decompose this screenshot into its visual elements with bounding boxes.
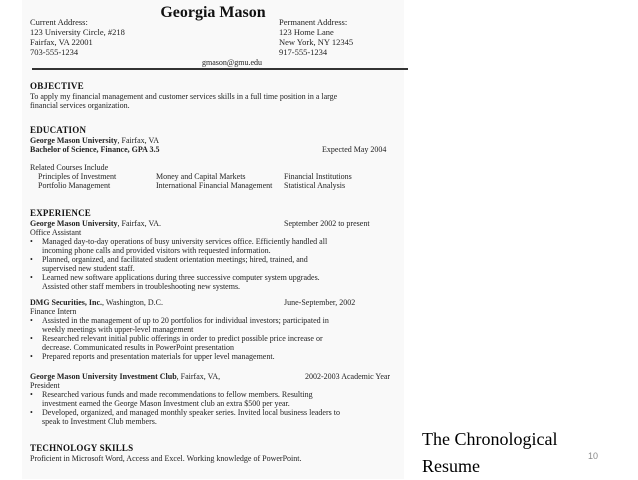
job-role: Finance Intern [30, 307, 77, 316]
current-address [30, 17, 125, 57]
experience-heading: EXPERIENCE [30, 208, 92, 218]
job-dates: September 2002 to present [284, 219, 370, 228]
current-address-city: Fairfax, VA 22001 [30, 37, 93, 47]
job-dates: June-September, 2002 [284, 298, 356, 307]
course-item: Statistical Analysis [284, 181, 346, 190]
bullet-line: investment earned the George Mason Investment club an extra $500 per year. [42, 399, 290, 409]
course-item: International Financial Management [156, 181, 273, 190]
job-org-location: , Washington, D.C. [102, 298, 163, 307]
job-role: President [30, 381, 60, 390]
courses-label: Related Courses Include [30, 163, 109, 172]
objective-line-1: To apply my financial management and customer services skills in a full time position in a large [30, 92, 338, 101]
bullet-line: Managed day-to-day operations of busy university services office. Efficiently handled all [42, 237, 328, 246]
bullet-line: Assisted in the management of up to 20 portfolios for individual investors; participated in [42, 316, 329, 325]
education-school-name: George Mason University [30, 136, 118, 145]
bullet-marker: • [30, 390, 33, 399]
bullet-line: weekly meetings with upper-level management [42, 325, 194, 335]
objective-line-2: financial services organization. [30, 101, 130, 110]
permanent-address-street: 123 Home Lane [279, 27, 334, 37]
job-org-name: George Mason University [30, 219, 118, 228]
education-school-location: , Fairfax, VA [117, 136, 160, 145]
technology-line: Proficient in Microsoft Word, Access and Excel. Working knowledge of PowerPoint. [30, 454, 302, 463]
bullet-line: Developed, organized, and managed monthly speaker series. Invited local business leaders to [42, 408, 340, 417]
page-number: 10 [588, 451, 599, 461]
job-dates: 2002-2003 Academic Year [305, 372, 391, 381]
bullet-line: Prepared reports and presentation materials for upper level management. [42, 352, 275, 361]
bullet-line: Learned new software applications during three successive computer system upgrades. [42, 273, 320, 282]
bullet-marker: • [30, 352, 33, 361]
job-org-location: , Fairfax, VA, [176, 372, 221, 381]
bullet-marker: • [30, 237, 33, 246]
bullet-line: supervised new student staff. [42, 264, 135, 274]
course-item: Financial Institutions [284, 172, 352, 181]
slide-caption [422, 426, 557, 480]
bullet-marker: • [30, 316, 33, 325]
job-org-location: , Fairfax, VA. [117, 219, 162, 228]
education-expected: Expected May 2004 [322, 145, 387, 154]
bullet-line: Researched relevant initial public offerings in order to predict possible price increase or [42, 334, 323, 343]
permanent-address-label: Permanent Address: [279, 17, 348, 27]
bullet-line: Planned, organized, and facilitated student orientation meetings; hired, trained, and [42, 255, 308, 264]
bullet-marker: • [30, 273, 33, 282]
permanent-address [279, 17, 353, 57]
job-org-name: DMG Securities, Inc. [30, 298, 102, 307]
resume-name: Georgia Mason [160, 4, 266, 21]
email-address: gmason@gmu.edu [202, 58, 263, 67]
technology-heading: TECHNOLOGY SKILLS [30, 443, 134, 453]
resume-image [22, 0, 404, 479]
bullet-line: Researched various funds and made recommendations to fellow members. Resulting [42, 390, 313, 399]
bullet-line: decrease. Communicated results in PowerPoint presentation [42, 343, 234, 353]
job-org-name: George Mason University Investment Club [30, 372, 177, 381]
bullet-line: Assisted other staff members in troubleshooting new systems. [42, 282, 241, 292]
bullet-marker: • [30, 408, 33, 417]
course-item: Principles of Investment [38, 172, 117, 181]
bullet-line: speak to Investment Club members. [42, 417, 157, 427]
course-item: Portfolio Management [38, 181, 111, 190]
current-address-label: Current Address: [30, 17, 88, 27]
education-heading: EDUCATION [30, 125, 87, 135]
bullet-marker: • [30, 334, 33, 343]
permanent-address-phone: 917-555-1234 [279, 47, 328, 57]
header-divider [32, 68, 408, 70]
permanent-address-city: New York, NY 12345 [279, 37, 354, 47]
education-degree: Bachelor of Science, Finance, GPA 3.5 [30, 145, 160, 154]
objective-heading: OBJECTIVE [30, 81, 84, 91]
caption-line-1: The Chronological [422, 429, 558, 449]
bullet-marker: • [30, 255, 33, 264]
current-address-phone: 703-555-1234 [30, 47, 79, 57]
course-item: Money and Capital Markets [156, 172, 246, 181]
current-address-street: 123 University Circle, #218 [30, 27, 125, 37]
job-role: Office Assistant [30, 228, 82, 237]
bullet-line: incoming phone calls and provided visitors with requested information. [42, 246, 271, 256]
caption-line-2: Resume [422, 456, 480, 476]
